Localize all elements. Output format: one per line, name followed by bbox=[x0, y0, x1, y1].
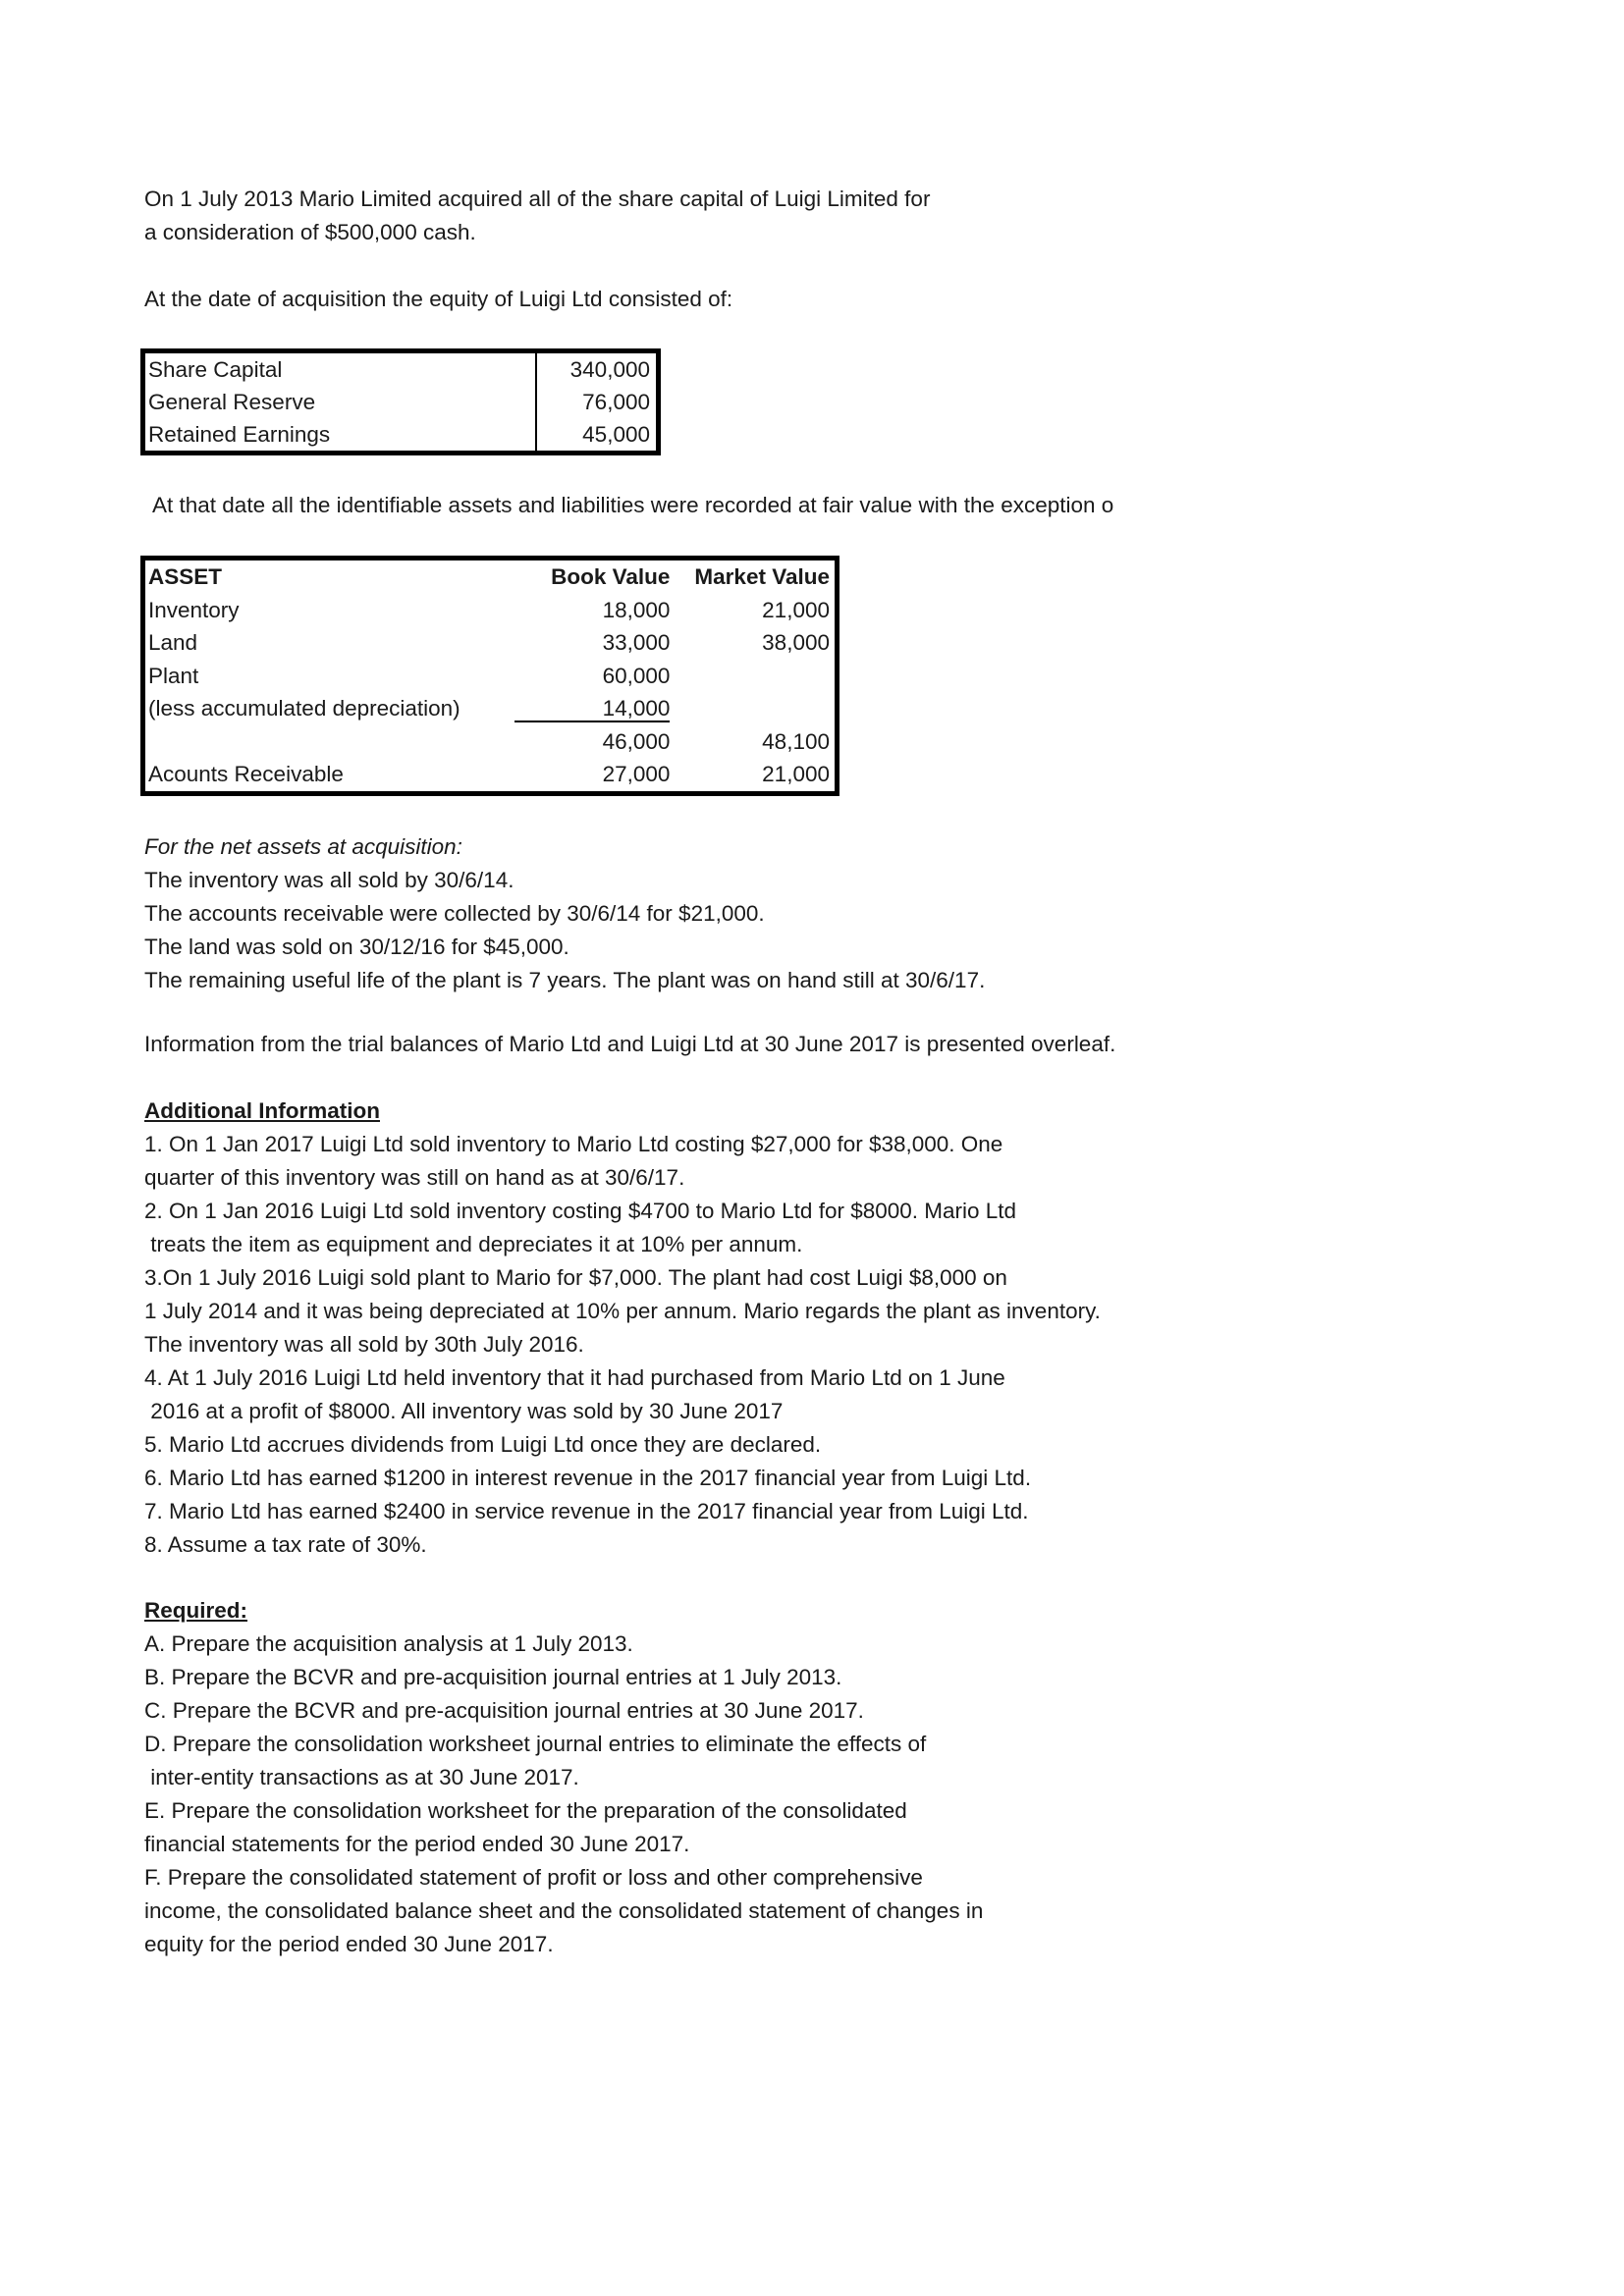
additional-info-line: 1 July 2014 and it was being depreciated at 10% per annum. Mario regards the plant as inventory. bbox=[144, 1299, 1101, 1323]
asset-table bbox=[140, 556, 839, 796]
asset-label: Land bbox=[148, 630, 198, 655]
book-value bbox=[512, 692, 676, 725]
required-line: inter-entity transactions as at 30 June 2017. bbox=[144, 1765, 579, 1789]
additional-info-line: The inventory was all sold by 30th July 2016. bbox=[144, 1332, 584, 1357]
equity-label: Retained Earnings bbox=[148, 422, 331, 447]
market-value: 38,000 bbox=[762, 630, 830, 655]
intro-line-1: On 1 July 2013 Mario Limited acquired all of the share capital of Luigi Limited for bbox=[144, 187, 931, 211]
equity-label: General Reserve bbox=[148, 390, 316, 414]
net-assets-line: The inventory was all sold by 30/6/14. bbox=[144, 868, 514, 892]
required-line: D. Prepare the consolidation worksheet journal entries to eliminate the effects of bbox=[144, 1732, 927, 1756]
header-market-value: Market Value bbox=[694, 564, 830, 589]
additional-info-line: quarter of this inventory was still on hand as at 30/6/17. bbox=[144, 1165, 685, 1190]
header-book-value: Book Value bbox=[551, 564, 671, 589]
equity-table bbox=[140, 348, 661, 455]
market-value: 48,100 bbox=[762, 728, 830, 754]
required-line: E. Prepare the consolidation worksheet for the preparation of the consolidated bbox=[144, 1798, 907, 1823]
market-value: 21,000 bbox=[762, 597, 830, 622]
required-line: equity for the period ended 30 June 2017. bbox=[144, 1932, 554, 1956]
required-line: C. Prepare the BCVR and pre-acquisition journal entries at 30 June 2017. bbox=[144, 1698, 864, 1723]
net-assets-line: The remaining useful life of the plant is 7 years. The plant was on hand still at 30/6/17. bbox=[144, 968, 986, 992]
asset-label: Acounts Receivable bbox=[148, 762, 344, 786]
additional-info-line: 8. Assume a tax rate of 30%. bbox=[144, 1532, 427, 1557]
table-row bbox=[143, 386, 659, 418]
additional-info-line: 1. On 1 Jan 2017 Luigi Ltd sold inventory to Mario Ltd costing $27,000 for $38,000. One bbox=[144, 1132, 1003, 1156]
required-line: B. Prepare the BCVR and pre-acquisition journal entries at 1 July 2013. bbox=[144, 1665, 842, 1689]
additional-info-line: 5. Mario Ltd accrues dividends from Luigi Ltd once they are declared. bbox=[144, 1432, 822, 1457]
header-asset: ASSET bbox=[148, 564, 223, 589]
market-value bbox=[675, 692, 837, 725]
book-value: 60,000 bbox=[602, 663, 671, 688]
book-value: 18,000 bbox=[602, 597, 671, 622]
market-value bbox=[675, 660, 837, 693]
net-assets-heading: For the net assets at acquisition: bbox=[144, 834, 462, 859]
required-heading: Required: bbox=[144, 1598, 248, 1623]
book-value: 33,000 bbox=[602, 630, 671, 655]
table-row bbox=[143, 725, 838, 759]
table-row bbox=[143, 594, 838, 627]
market-value: 21,000 bbox=[762, 762, 830, 786]
asset-label: (less accumulated depreciation) bbox=[148, 696, 460, 721]
intro-line-3: At the date of acquisition the equity of Luigi Ltd consisted of: bbox=[144, 287, 733, 311]
table-row bbox=[143, 351, 659, 387]
book-value-underlined: 14,000 bbox=[514, 696, 671, 722]
required-line: A. Prepare the acquisition analysis at 1 July 2013. bbox=[144, 1631, 633, 1656]
additional-info-line: 4. At 1 July 2016 Luigi Ltd held inventory that it had purchased from Mario Ltd on 1 June bbox=[144, 1365, 1005, 1390]
trial-balance-note: Information from the trial balances of Mario Ltd and Luigi Ltd at 30 June 2017 is presented overleaf. bbox=[144, 1032, 1116, 1056]
equity-value: 340,000 bbox=[536, 351, 659, 387]
table-header-row bbox=[143, 559, 838, 594]
intro-line-2: a consideration of $500,000 cash. bbox=[144, 220, 476, 244]
additional-info-line: 2. On 1 Jan 2016 Luigi Ltd sold inventory costing $4700 to Mario Ltd for $8000. Mario Ltd bbox=[144, 1199, 1017, 1223]
equity-value: 45,000 bbox=[536, 418, 659, 454]
fair-value-note: At that date all the identifiable assets and liabilities were recorded at fair value with the exception o bbox=[152, 493, 1114, 517]
asset-label: Inventory bbox=[148, 597, 240, 622]
additional-info-line: treats the item as equipment and depreciates it at 10% per annum. bbox=[144, 1232, 803, 1256]
table-row bbox=[143, 660, 838, 693]
additional-info-line: 2016 at a profit of $8000. All inventory was sold by 30 June 2017 bbox=[144, 1399, 784, 1423]
net-assets-line: The accounts receivable were collected by 30/6/14 for $21,000. bbox=[144, 901, 765, 926]
asset-label: Plant bbox=[148, 663, 199, 688]
book-value: 46,000 bbox=[602, 728, 671, 754]
table-row bbox=[143, 626, 838, 660]
net-assets-line: The land was sold on 30/12/16 for $45,000. bbox=[144, 934, 569, 959]
additional-info-line: 7. Mario Ltd has earned $2400 in service revenue in the 2017 financial year from Luigi Ltd. bbox=[144, 1499, 1029, 1523]
table-row bbox=[143, 758, 838, 793]
required-line: financial statements for the period ended 30 June 2017. bbox=[144, 1832, 690, 1856]
additional-info-line: 6. Mario Ltd has earned $1200 in interest revenue in the 2017 financial year from Luigi Ltd. bbox=[144, 1466, 1032, 1490]
equity-label: Share Capital bbox=[148, 357, 283, 382]
required-line: F. Prepare the consolidated statement of profit or loss and other comprehensive bbox=[144, 1865, 923, 1890]
table-row bbox=[143, 692, 838, 725]
book-value: 27,000 bbox=[602, 762, 671, 786]
equity-value: 76,000 bbox=[536, 386, 659, 418]
table-row bbox=[143, 418, 659, 454]
additional-info-heading: Additional Information bbox=[144, 1098, 380, 1123]
additional-info-line: 3.On 1 July 2016 Luigi sold plant to Mario for $7,000. The plant had cost Luigi $8,000 on bbox=[144, 1265, 1007, 1290]
required-line: income, the consolidated balance sheet and the consolidated statement of changes in bbox=[144, 1898, 984, 1923]
asset-label bbox=[143, 725, 512, 759]
